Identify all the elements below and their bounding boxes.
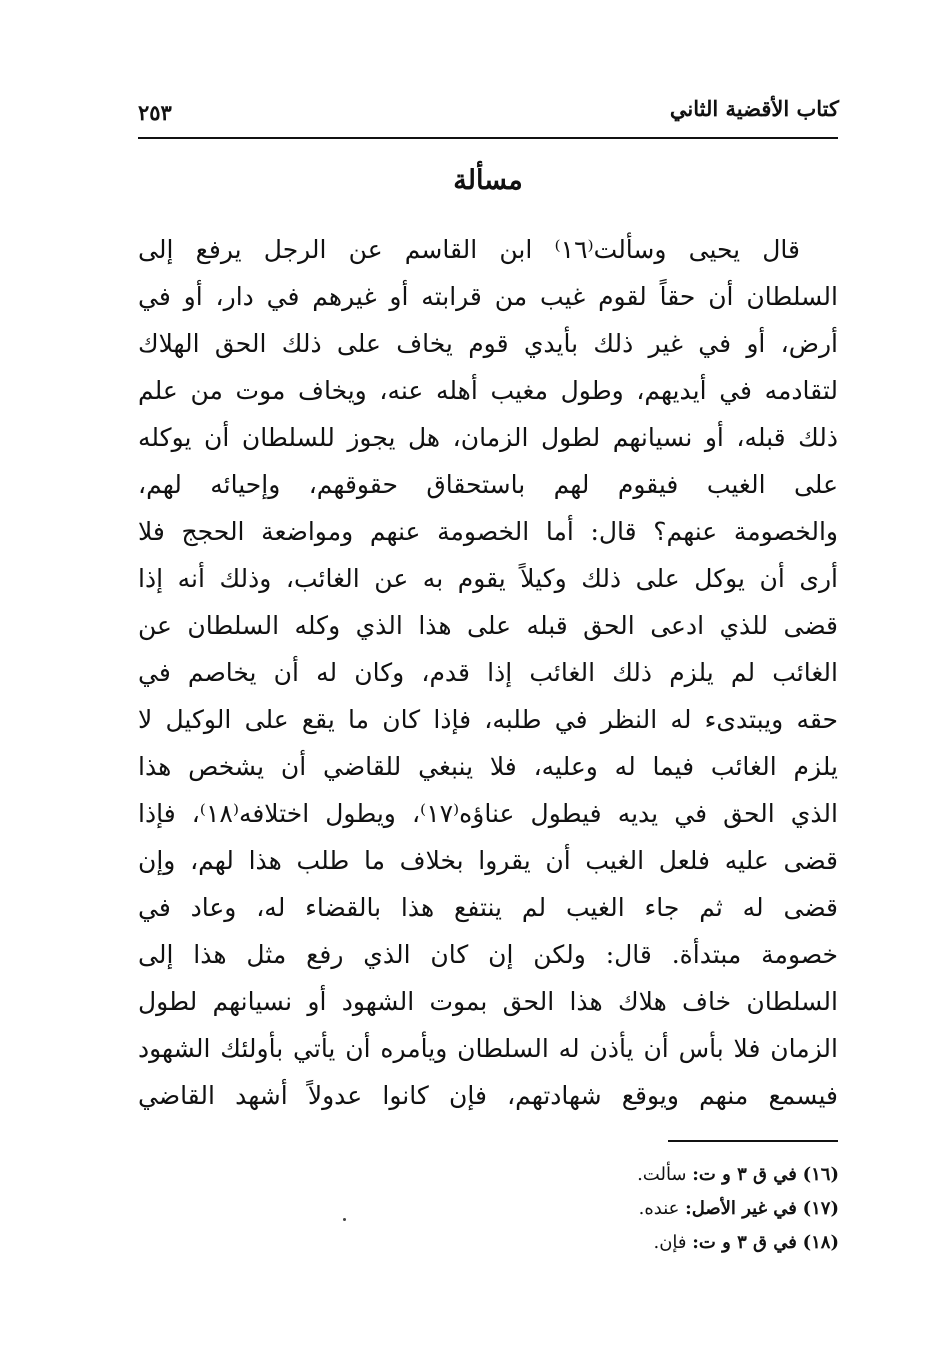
body-line: قضى له ثم جاء الغيب لم ينتفع هذا بالقضاء له، وعاد في <box>138 893 838 922</box>
footnote-item <box>339 1226 839 1260</box>
body-line: الذي الحق في يديه فيطول عناؤه⁽١٧⁾، ويطول اختلافه⁽١٨⁾، فإذا <box>138 799 838 828</box>
body-line: أرض، أو في غير ذلك بأيدي قوم يخاف على ذلك الحق الهلاك <box>138 329 838 358</box>
body-line: السلطان خاف هلاك هذا الحق بموت الشهود أو نسيانهم لطول <box>138 987 838 1016</box>
body-line: لتقادمه في أيديهم، وطول مغيب أهله عنه، ويخاف موت من علم <box>138 376 838 405</box>
footnote-item <box>339 1192 839 1226</box>
body-line: قضى عليه فلعل الغيب أن يقروا بخلاف ما طلب هذا لهم، وإن <box>138 846 838 875</box>
body-line: خصومة مبتدأة. قال: ولكن إن كان الذي رفع مثل هذا إلى <box>138 940 838 969</box>
body-line: والخصومة عنهم؟ قال: أما الخصومة عنهم ومواضعة الحجج فلا <box>138 517 838 546</box>
footnotes <box>339 1158 839 1260</box>
footnote-number: (١٨) <box>802 1232 839 1253</box>
footnote-text: سألت. <box>637 1164 687 1185</box>
print-speck <box>343 1218 346 1221</box>
running-title: كتاب الأقضية الثاني <box>669 96 839 121</box>
body-line: ذلك قبله، أو نسيانهم لطول الزمان، هل يجوز للسلطان أن يوكله <box>138 423 838 452</box>
footnote-text: فإن. <box>653 1232 687 1253</box>
body-text <box>138 226 838 1119</box>
section-title: مسألة <box>453 165 523 196</box>
footnote-rule <box>668 1140 838 1142</box>
footnote-source: في غير الأصل: <box>685 1198 797 1219</box>
footnote-number: (١٦) <box>802 1164 839 1185</box>
header-rule <box>138 137 838 139</box>
body-line: السلطان أن حقاً لقوم غيب من قرابته أو غيرهم في دار، أو في <box>138 282 838 311</box>
body-line: يلزم الغائب فيما له وعليه، فلا ينبغي للقاضي أن يشخص هذا <box>138 752 838 781</box>
footnote-text: عنده. <box>638 1198 680 1219</box>
body-line: فيسمع منهم ويوقع شهادتهم، فإن كانوا عدولاً أشهد القاضي <box>138 1081 838 1110</box>
footnote-item <box>339 1158 839 1192</box>
body-line: على الغيب فيقوم لهم باستحقاق حقوقهم، وإحيائه لهم، <box>138 470 838 499</box>
footnote-source: في ق ٣ و ت: <box>692 1232 797 1253</box>
footnote-source: في ق ٣ و ت: <box>692 1164 797 1185</box>
footnote-number: (١٧) <box>802 1198 839 1219</box>
body-line: الزمان فلا بأس أن يأذن له السلطان ويأمره أن يأتي بأولئك الشهود <box>138 1034 838 1063</box>
body-line: أرى أن يوكل على ذلك وكيلاً يقوم به عن الغائب، وذلك أنه إذا <box>138 564 838 593</box>
body-line: قضى للذي ادعى الحق قبله على هذا الذي وكله السلطان عن <box>138 611 838 640</box>
body-line: قال يحيى وسألت⁽١٦⁾ ابن القاسم عن الرجل يرفع إلى <box>138 235 800 264</box>
body-line: الغائب لم يلزم ذلك الغائب إذا قدم، وكان له أن يخاصم في <box>138 658 838 687</box>
body-line: حقه ويبتدىء له النظر في طلبه، فإذا كان ما يقع على الوكيل لا <box>138 705 838 734</box>
page-number: ٢٥٣ <box>138 100 172 125</box>
